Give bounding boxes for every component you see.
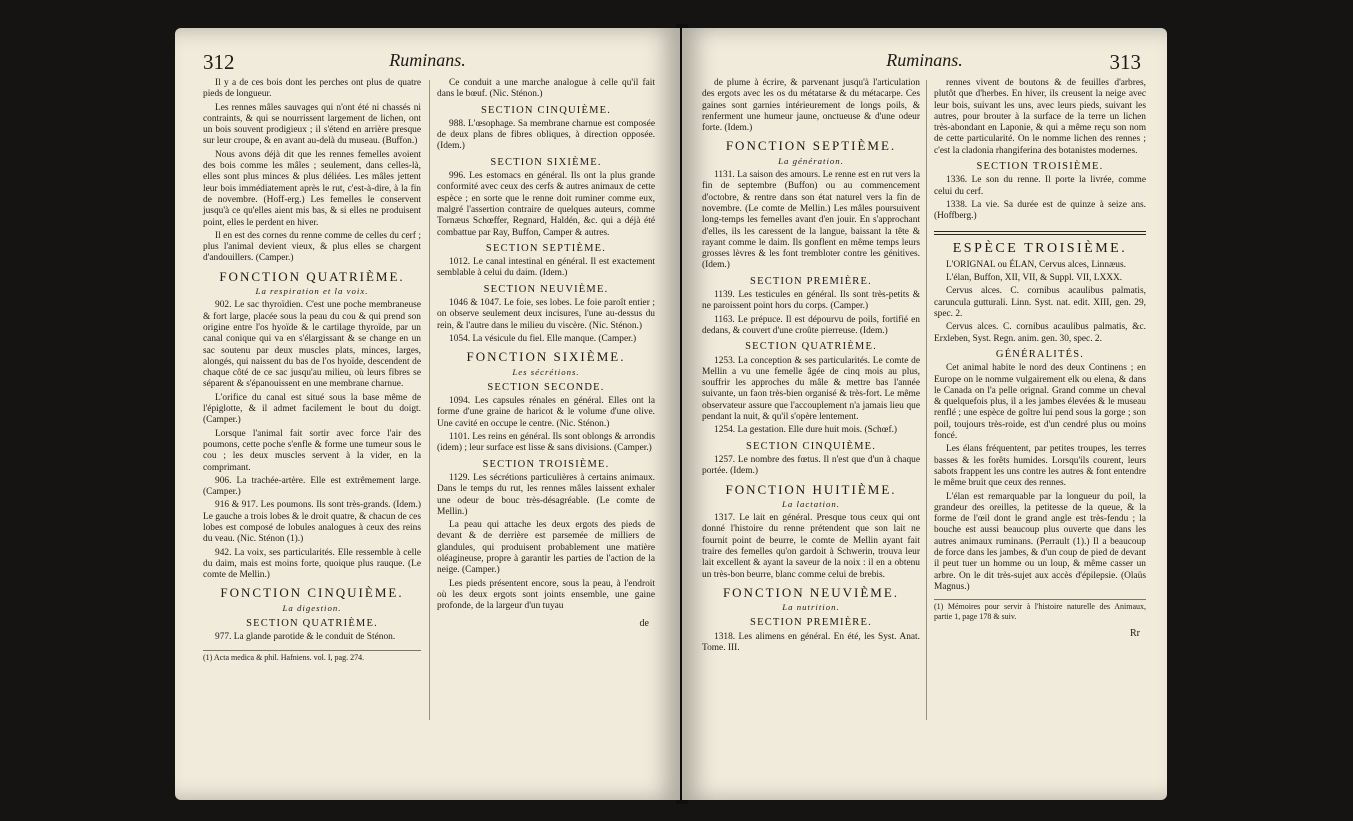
section-heading: SECTION CINQUIÈME. <box>480 104 612 116</box>
column-separator <box>429 80 430 720</box>
double-rule <box>934 231 1146 235</box>
subtitle: La respiration et la voix. <box>255 286 369 297</box>
subtitle: Les sécrétions. <box>512 366 580 377</box>
paragraph: Ce conduit a une marche analogue à celle qu'il fait dans le bœuf. (Nic. Sténon.) <box>437 78 655 100</box>
footnote: (1) Acta medica & phil. Hafniens. vol. I, pag. 274. <box>203 650 421 663</box>
left-page-header <box>175 50 680 76</box>
paragraph: 1254. La gestation. Elle dure huit mois. (Schœf.) <box>714 425 898 436</box>
paragraph: 902. Le sac thyroïdien. C'est une poche membraneuse & fort large, placée sous la peau du cou & qui prend son origine entre l'os hyoïde & le cartilage thyroïde, par un canal conique qui va en s'élargissant & se change en un sac soutenu par deux muscles plats, minces, larges, alongés, qui naissent du bas de l'os hyoïde, descendent de chaque côté de ce sac jusqu'au milieu, où leurs fibres se séparent & s'épanouissent en une membrane charnue. <box>203 300 421 390</box>
paragraph: 1046 & 1047. Le foie, ses lobes. Le foie paroît entier ; on observe seulement deux incisures, l'une au-dessus du rein, & l'autre dans le milieu du viscère. (Nic. Sténon.) <box>437 298 655 331</box>
column-separator <box>926 80 927 720</box>
page-number: 312 <box>203 50 235 74</box>
paragraph: Cervus alces. C. cornibus acaulibus palmatis, &c. Erxleben, Syst. Regn. anim. gen. 30, spec. 2. <box>934 322 1146 344</box>
subtitle: La lactation. <box>782 498 840 509</box>
paragraph: 1094. Les capsules rénales en général. Elles ont la forme d'une graine de haricot & le volume d'une olive. Une cavité en occupe le centre. (Nic. Sténon.) <box>437 396 655 429</box>
paragraph: L'élan est remarquable par la longueur du poil, la grandeur des oreilles, la petitesse de la queue, & la forme de l'œil dont le grand angle est très-fendu ; la bouche est aussi beaucoup plus ouverte que dans les autres animaux ruminans. (Perrault (1).) Il a beaucoup de force dans les jambes, & d'un coup de pied de devant il peut tuer un homme ou un loup, & même casser un arbre. On le dit très-sujet aux accès d'épilepsie. (Olaüs Magnus.) <box>934 491 1146 592</box>
section-heading: GÉNÉRALITÉS. <box>995 348 1085 360</box>
section-heading: SECTION SECONDE. <box>487 381 605 393</box>
left-column-1 <box>203 78 421 663</box>
section-heading: FONCTION CINQUIÈME. <box>220 585 404 601</box>
section-heading: SECTION TROISIÈME. <box>482 458 610 470</box>
right-page-header <box>682 50 1167 76</box>
paragraph: L'élan, Buffon, XII, VII, & Suppl. VII, LXXX. <box>946 273 1123 284</box>
paragraph: rennes vivent de boutons & de feuilles d'arbres, plutôt que d'herbes. En hiver, ils creusent la neige avec leur bois, suivant les uns, avec leurs pieds, suivant les autres, pour brouter à la surface de la terre un lichen très-abondant en Laponie, & qui a même reçu son nom de cette particularité. On le nomme lichen des rennes ; c'est la cladonia rhangiferina des botanistes modernes. <box>934 78 1146 156</box>
paragraph: 988. L'œsophage. Sa membrane charnue est composée de deux plans de fibres obliques, à direction opposée. (Idem.) <box>437 118 655 152</box>
right-page <box>682 28 1167 800</box>
paragraph: 1338. La vie. Sa durée est de quinze à seize ans. (Hoffberg.) <box>934 199 1146 222</box>
paragraph: Les rennes mâles sauvages qui n'ont été ni chassés ni contraints, & qui se nourrissent largement de lichen, ont un bois souvent prodigieux ; il s'étend en arrière presque sur leur croupe, & en avant au-delà du museau. (Buffon.) <box>203 102 421 147</box>
paragraph: Il y a de ces bois dont les perches ont plus de quatre pieds de longueur. <box>203 78 421 100</box>
subtitle: La digestion. <box>282 602 342 613</box>
paragraph: 1139. Les testicules en général. Ils sont très-petits & ne paroissent point hors du corps. (Camper.) <box>702 290 920 312</box>
section-heading: FONCTION SIXIÈME. <box>466 349 626 365</box>
section-heading: SECTION SIXIÈME. <box>490 156 602 168</box>
paragraph: 1012. Le canal intestinal en général. Il est exactement semblable à celui du daim. (Idem.) <box>437 257 655 279</box>
section-heading: SECTION SEPTIÈME. <box>485 242 607 254</box>
left-page <box>175 28 680 800</box>
paragraph: 996. Les estomacs en général. Ils ont la plus grande conformité avec ceux des cerfs & autres animaux de cette espèce ; en sorte que le renne doit ruminer comme eux, malgré l'assertion contraire de quelques auteurs, comme Tornæus Schœffer, Regnard, Haldén, &c. qui a déjà été combattue par Ray, Buffon, Camper & autres. <box>437 171 655 238</box>
section-heading: SECTION NEUVIÈME. <box>483 283 609 295</box>
paragraph: 1317. Le lait en général. Presque tous ceux qui ont donné l'histoire du renne prétendent que son lait ne fournit point de beurre, le comte de Mellin ayant fait traire des femelles qu'on gardoit à Schwerin, trouva leur lait excellent & ayant la saveur de la noix : il en a obtenu un très-bon beurre, blanc comme celui de brebis. <box>702 513 920 580</box>
right-column-1 <box>702 78 920 656</box>
footnote: (1) Mémoires pour servir à l'histoire naturelle des Animaux, partie 1, page 178 & suiv. <box>934 599 1146 622</box>
left-column-2 <box>437 78 655 630</box>
paragraph: Il en est des cornes du renne comme de celles du cerf ; plus l'animal devient vieux, & plus elles se chargent d'andouillers. (Camper.) <box>203 230 421 264</box>
paragraph: Nous avons déjà dit que les rennes femelles avoient des bois comme les mâles ; seulement, dans celles-là, elles sont plus minces & plus déliées. Les mâles jettent leur bois immédiatement après le rut, c'est-à-dire, à la fin de novembre. (Hoff-erg.) Les femelles le conservent jusqu'à ce qu'elles aient mis bas, & si elles ne produisent point, elles le perdent en hiver. <box>203 149 421 228</box>
running-head: Ruminans. <box>886 50 963 70</box>
page-number: 313 <box>1109 50 1141 74</box>
section-heading: SECTION PREMIÈRE. <box>750 617 872 629</box>
paragraph: 906. La trachée-artère. Elle est extrêmement large. (Camper.) <box>203 475 421 498</box>
section-heading: FONCTION NEUVIÈME. <box>722 584 900 600</box>
section-heading: SECTION CINQUIÈME. <box>745 440 877 452</box>
running-head: Ruminans. <box>389 50 466 70</box>
paragraph: 1129. Les sécrétions particulières à certains animaux. Dans le temps du rut, les rennes mâles laissent exhaler une odeur de bouc très-désagréable. (Le comte de Mellin.) <box>437 472 655 517</box>
section-heading: SECTION TROISIÈME. <box>976 161 1104 173</box>
paragraph: La peau qui attache les deux ergots des pieds de devant & de derrière est parsemée de milliers de glandules, qui produisent probablement une matière oléagineuse, propre à garantir les parties de l'action de la neige. (Camper.) <box>437 520 655 576</box>
section-heading: FONCTION HUITIÈME. <box>725 481 897 497</box>
section-heading: SECTION QUATRIÈME. <box>745 341 877 353</box>
catchword: Rr <box>1130 628 1140 640</box>
paragraph: 1131. La saison des amours. Le renne est en rut vers la fin de septembre (Buffon) ou au commencement d'octobre, & rentre dans son état naturel vers la fin de novembre. (Le comte de Mellin.) Les mâles poursuivent long-temps les femelles avant d'en jouir. En s'approchant d'elles, ils les caressent de la langue, baissant la tête & rayant comme le daim. Ils gonflent en même temps leurs grosses lèvres & les font trembloter contre les génitives. (Idem.) <box>702 170 920 271</box>
subtitle: La nutrition. <box>782 602 840 613</box>
right-column-2 <box>934 78 1146 639</box>
paragraph: L'ORIGNAL ou ÉLAN, Cervus alces, Linnæus. <box>946 259 1126 270</box>
paragraph: Les élans fréquentent, par petites troupes, les terres basses & les forêts humides. Lorsqu'ils courent, leurs sabots frappent les uns contre les autres & font entendre le même bruit que ceux des rennes. <box>934 444 1146 489</box>
paragraph: 1318. Les alimens en général. En été, les Syst. Anat. Tome. III. <box>702 631 920 654</box>
catchword: de <box>639 618 649 630</box>
section-heading: FONCTION SEPTIÈME. <box>725 138 897 154</box>
paragraph: L'orifice du canal est situé sous la base même de l'épiglotte, & il admet facilement le bout du doigt. (Camper.) <box>203 392 421 426</box>
paragraph: Lorsque l'animal fait sortir avec force l'air des poumons, cette poche s'enfle & forme une tumeur sous le cou ; les deux muscles servent à la vider, en la comprimant. <box>203 428 421 473</box>
paragraph: Cervus alces. C. cornibus acaulibus palmatis, caruncula gutturali. Linn. Syst. nat. edit. XIII, gen. 29, spec. 2. <box>934 286 1146 320</box>
paragraph: 977. La glande parotide & le conduit de Sténon. <box>215 632 396 643</box>
paragraph: Cet animal habite le nord des deux Continens ; en Europe on le nomme vulgairement elk ou elena, & dans le Canada on l'a pelle orignal. Grand comme un cheval & quelquefois plus, il a les jambes élevées & le museau renflé ; une espèce de goître lui pend sous la gorge ; son poil, toujours très-roide, est d'un cendré plus ou moins foncé. <box>934 363 1146 442</box>
paragraph: 1253. La conception & ses particularités. Le comte de Mellin a vu une femelle âgée de cinq mois au plus, souffrir les approches du mâle & mettre bas l'année suivante, un faon très-bien organisé & très-fort. Le même observateur assure que l'accouplement n'a jamais lieu que pendant la nuit, & qu'il s'opère lentement. <box>702 355 920 423</box>
paragraph: 1163. Le prépuce. Il est dépourvu de poils, fortifié en dedans, & couvert d'une croûte pierreuse. (Idem.) <box>702 314 920 336</box>
section-heading: SECTION QUATRIÈME. <box>246 618 378 630</box>
paragraph: de plume à écrire, & parvenant jusqu'à l'articulation des ergots avec les os du métatarse & du métacarpe. Ces gaines sont garnies intérieurement de longs poils, & renferment une humeur jaune, onctueuse & d'une odeur forte. (Idem.) <box>702 78 920 134</box>
paragraph: 1054. La vésicule du fiel. Elle manque. (Camper.) <box>449 333 637 344</box>
section-heading: SECTION PREMIÈRE. <box>750 275 872 287</box>
section-heading: FONCTION QUATRIÈME. <box>219 268 405 284</box>
paragraph: 1101. Les reins en général. Ils sont oblongs & arrondis (idem) ; leur surface est lisse & sans divisions. (Camper.) <box>437 432 655 454</box>
paragraph: 1336. Le son du renne. Il porte la livrée, comme celui du cerf. <box>934 175 1146 197</box>
paragraph: 1257. Le nombre des fœtus. Il n'est que d'un à chaque portée. (Idem.) <box>702 454 920 477</box>
subtitle: La génération. <box>778 155 844 166</box>
species-heading: ESPÈCE TROISIÈME. <box>952 240 1128 256</box>
paragraph: 942. La voix, ses particularités. Elle ressemble à celle du daim, mais est moins forte, quoique plus rauque. (Le comte de Mellin.) <box>203 547 421 581</box>
paragraph: 916 & 917. Les poumons. Ils sont très-grands. (Idem.) Le gauche a trois lobes & le droit quatre, & chacun de ces lobes est composé de lobules analogues à ceux des reins du veau. (Nic. Sténon (1).) <box>203 500 421 545</box>
paragraph: Les pieds présentent encore, sous la peau, à l'endroit où les deux ergots sont joints ensemble, une gaine profonde, de la largeur d'un tuyau <box>437 578 655 612</box>
